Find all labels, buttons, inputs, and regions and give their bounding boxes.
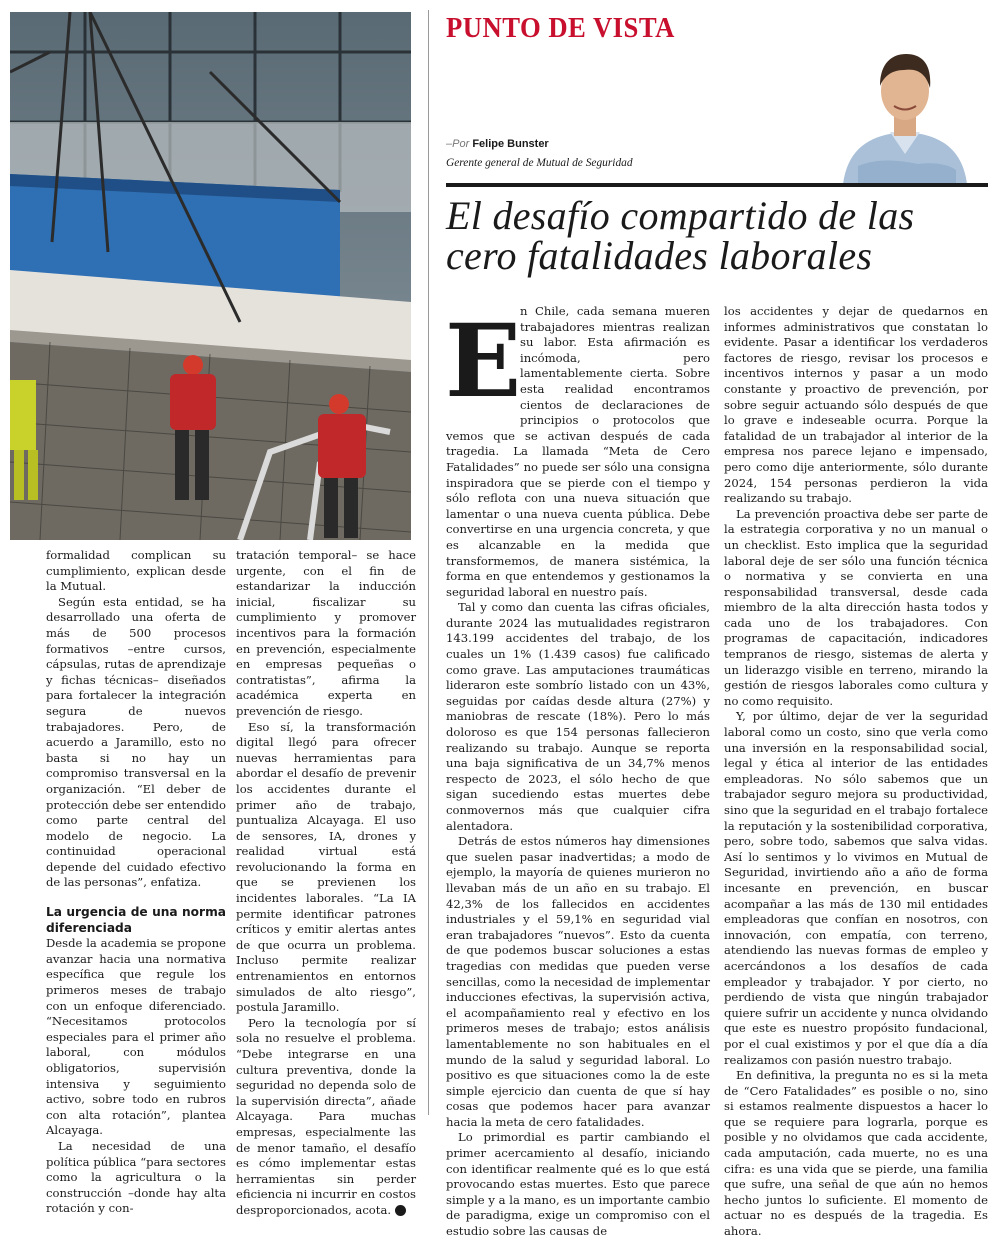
- paragraph: La necesidad de una política pública “para sectores como la agricultura o la construcción –donde hay alta rotación y con-: [46, 1138, 226, 1216]
- paragraph: Y, por último, dejar de ver la seguridad laboral como un costo, sino que verla como una inversión en la responsabilidad social, legal y ética al interior de las entidades empleadoras. No sólo sabemos que un trabajador seguro mejora su productividad, sino que la seguridad en el trabajo fortalece la reputación y la sostenibilidad corporativa, pero, sobre todo, sabemos que salva vidas. Así lo sentimos y lo vivimos en Mutual de Seguridad, invirtiendo año a año de forma incesante en prevención, en buscar acompañar a las más de 130 mil entidades empleadoras que confían en nosotros, con innovación, con empatía, con terreno, atendiendo las nuevas formas de empleo y acercándonos a los desafíos de cada empleador y trabajador. Y por cierto, no perdiendo de vista que ningún trabajador quiere sufrir un accidente y nunca olvidando que este es nuestro propósito fundacional, por el cual existimos y por el que día a día realizamos con pasión nuestro trabajo.: [724, 709, 988, 1067]
- headline-rule: [446, 183, 988, 187]
- construction-workers-photo: [10, 12, 411, 540]
- left-column-2: [236, 548, 416, 1219]
- drop-cap: E: [445, 302, 522, 420]
- paragraph: Detrás de estos números hay dimensiones que suelen pasar inadvertidas; a modo de ejemplo, la mayoría de quienes murieron no llevaban más de un año en su trabajo. El 42,3% de los fallecidos en accidentes industriales y el 59,1% en seguridad vial eran trabajadores “nuevos”. Esto da cuenta de que podemos buscar soluciones a estas tragedias con medidas que pueden verse sencillas, como la necesidad de implementar inducciones efectivas, la supervisión activa, el acompañamiento real y efectivo en los primeros meses de trabajo; estos análisis lamentablemente no son habituales en el mundo de la salud y seguridad laboral. Lo positivo es que situaciones como la de este simple ejercicio dan cuenta de que sí hay cosas que podemos hacer para avanzar hacia la meta de cero fatalidades.: [446, 834, 710, 1129]
- paragraph: Tal y como dan cuenta las cifras oficiales, durante 2024 las mutualidades registraron 143.199 accidentes del trabajo, de los cuales un 1% (1.439 casos) fue calificado como grave. Las amputaciones traumáticas lideraron este sombrío listado con un 43%, seguidas por caídas desde altura (27%) y maniobras de rescate (18%). Pero lo más doloroso es que 154 personas fallecieron realizando su trabajo. Aunque se reporta una baja significativa de un 34,7% menos respecto de 2023, el sólo hecho de que sigan sucediendo estas muertes debe conmovernos más que cualquier cifra alentadora.: [446, 600, 710, 833]
- drop-cap-space: [446, 304, 520, 428]
- paragraph: Según esta entidad, se ha desarrollado una oferta de más de 500 procesos formativos –entre cursos, cápsulas, rutas de aprendizaje y fichas técnicas– diseñados para fortalecer la integración segura de nuevos trabajadores. Pero, de acuerdo a Jaramillo, esto no basta si no hay un compromiso transversal en la organización. “El deber de protección debe ser entendido como parte central del modelo de negocio. La continuidad operacional depende del cuidado efectivo de las personas”, enfatiza.: [46, 594, 226, 890]
- byline: [446, 138, 549, 150]
- paragraph: [236, 1016, 416, 1219]
- paragraph: Eso sí, la transformación digital llegó para ofrecer nuevas herramientas para abordar el desafío de prevenir los accidentes durante el primer año de trabajo, puntualiza Alcayaga. El uso de sensores, IA, drones y realidad virtual está revolucionando la forma en que se previenen los incidentes laborales. “La IA permite identificar patrones críticos y emitir alertas antes de que ocurra un problema. Incluso permite realizar entrenamientos en entornos simulados de alto riesgo”, postula Jaramillo.: [236, 719, 416, 1015]
- author-name: Felipe Bunster: [472, 138, 549, 150]
- paragraph: Desde la academia se propone avanzar hacia una normativa específica que regule los primeros meses de trabajo con un enfoque diferenciado. “Necesitamos protocolos especiales para el primer año laboral, con módulos obligatorios, supervisión intensiva y seguimiento activo, sobre todo en rubros con alta rotación”, plantea Alcayaga.: [46, 936, 226, 1138]
- paragraph: los accidentes y dejar de quedarnos en informes administrativos que constatan lo evidente. Pasar a identificar los verdaderos factores de riesgo, revisar los procesos e incentivos internos y pasar a un modo constante y proactivo de prevención, por sobre seguir actuando sólo después de que lo grave e indeseable ocurra. Porque la fatalidad de un trabajador al interior de la empresa nos parece lejano e impensado, pero como dije anteriormente, sólo durante 2024, 154 personas perdieron la vida realizando su trabajo.: [724, 304, 988, 506]
- section-title: PUNTO DE VISTA: [446, 12, 675, 44]
- column-divider: [428, 10, 429, 1115]
- paragraph: En definitiva, la pregunta no es si la meta de “Cero Fatalidades” es posible o no, sino si estamos realmente dispuestos a hacer lo que se requiere para lograrla, porque es posible y no olvidamos que cada accidente, cada amputación, cada muerte, no es una cifra: es una vida que se pierde, una familia que sufre, una señal de que aún no hemos hecho juntos lo suficiente. El momento de actuar no es después de la tragedia. Es ahora.: [724, 1068, 988, 1239]
- end-mark-icon: P: [395, 1205, 406, 1216]
- middle-column: [446, 304, 710, 1240]
- paragraph: tratación temporal– se hace urgente, con el fin de estandarizar la inducción inicial, fiscalizar su cumplimiento y promover incentivos para la formación en prevención, especialmente en empresas pequeñas o contratistas”, afirma la académica experta en prevención de riesgo.: [236, 548, 416, 718]
- headline: El desafío compartido de las cero fatalidades laborales: [446, 193, 915, 278]
- right-column: [724, 304, 988, 1240]
- paragraph: formalidad complican su cumplimiento, explican desde la Mutual.: [46, 548, 226, 594]
- paragraph-text: Pero la tecnología por sí sola no resuelve el problema. “Debe integrarse en una cultura preventiva, donde la seguridad no dependa solo de la supervisión directa”, añade Alcayaga. Para muchas empresas, especialmente las de menor tamaño, el desafío es cómo implementar estas herramientas sin perder eficiencia ni incurrir en costos desproporcionados, acota.: [236, 1015, 416, 1217]
- author-portrait: [838, 46, 972, 184]
- subheading: La urgencia de una norma diferenciada: [46, 905, 226, 935]
- paragraph: La prevención proactiva debe ser parte de la estrategia corporativa y no un manual o un checklist. Esto implica que la seguridad laboral deje de ser sólo una función técnica o normativa y se convierta en una responsabilidad transversal, desde cada miembro de la alta dirección hasta todos y cada uno de los trabajadores. Con programas de capacitación, indicadores tempranos de riesgo, sistemas de alerta y un liderazgo visible en terreno, mirando la gestión de riesgos laborales como cultura y no como requisito.: [724, 506, 988, 708]
- author-role: Gerente general de Mutual de Seguridad: [446, 157, 633, 169]
- byline-prefix: –Por: [446, 138, 470, 150]
- lead-paragraph: n Chile, cada semana mueren trabajadores mientras realizan su labor. Esta afirmación es incómoda, pero lamentablemente cierta. Sobre esta realidad encontramos cientos de declaraciones de principios o protocolos que vemos que se activan después de cada tragedia. La llamada “Meta de Cero Fatalidades” no puede ser sólo una consigna inspiradora que se pierde con el tiempo y sólo reflota con una nueva situación que lamentar o una nueva cuenta pública. Debe convertirse en una urgencia concreta, y que es alcanzable en la medida que transformemos, de manera sistémica, la forma en que entendemos y gestionamos la seguridad laboral en nuestro país.: [446, 304, 710, 599]
- left-column-1: [46, 548, 226, 1217]
- paragraph: Lo primordial es partir cambiando el primer acercamiento al desafío, iniciando con identificar realmente qué es lo que está provocando estas muertes. Esto que parece simple y a la mano, es un importante cambio de paradigma, exige un compromiso con el estudio sobre las causas de: [446, 1130, 710, 1239]
